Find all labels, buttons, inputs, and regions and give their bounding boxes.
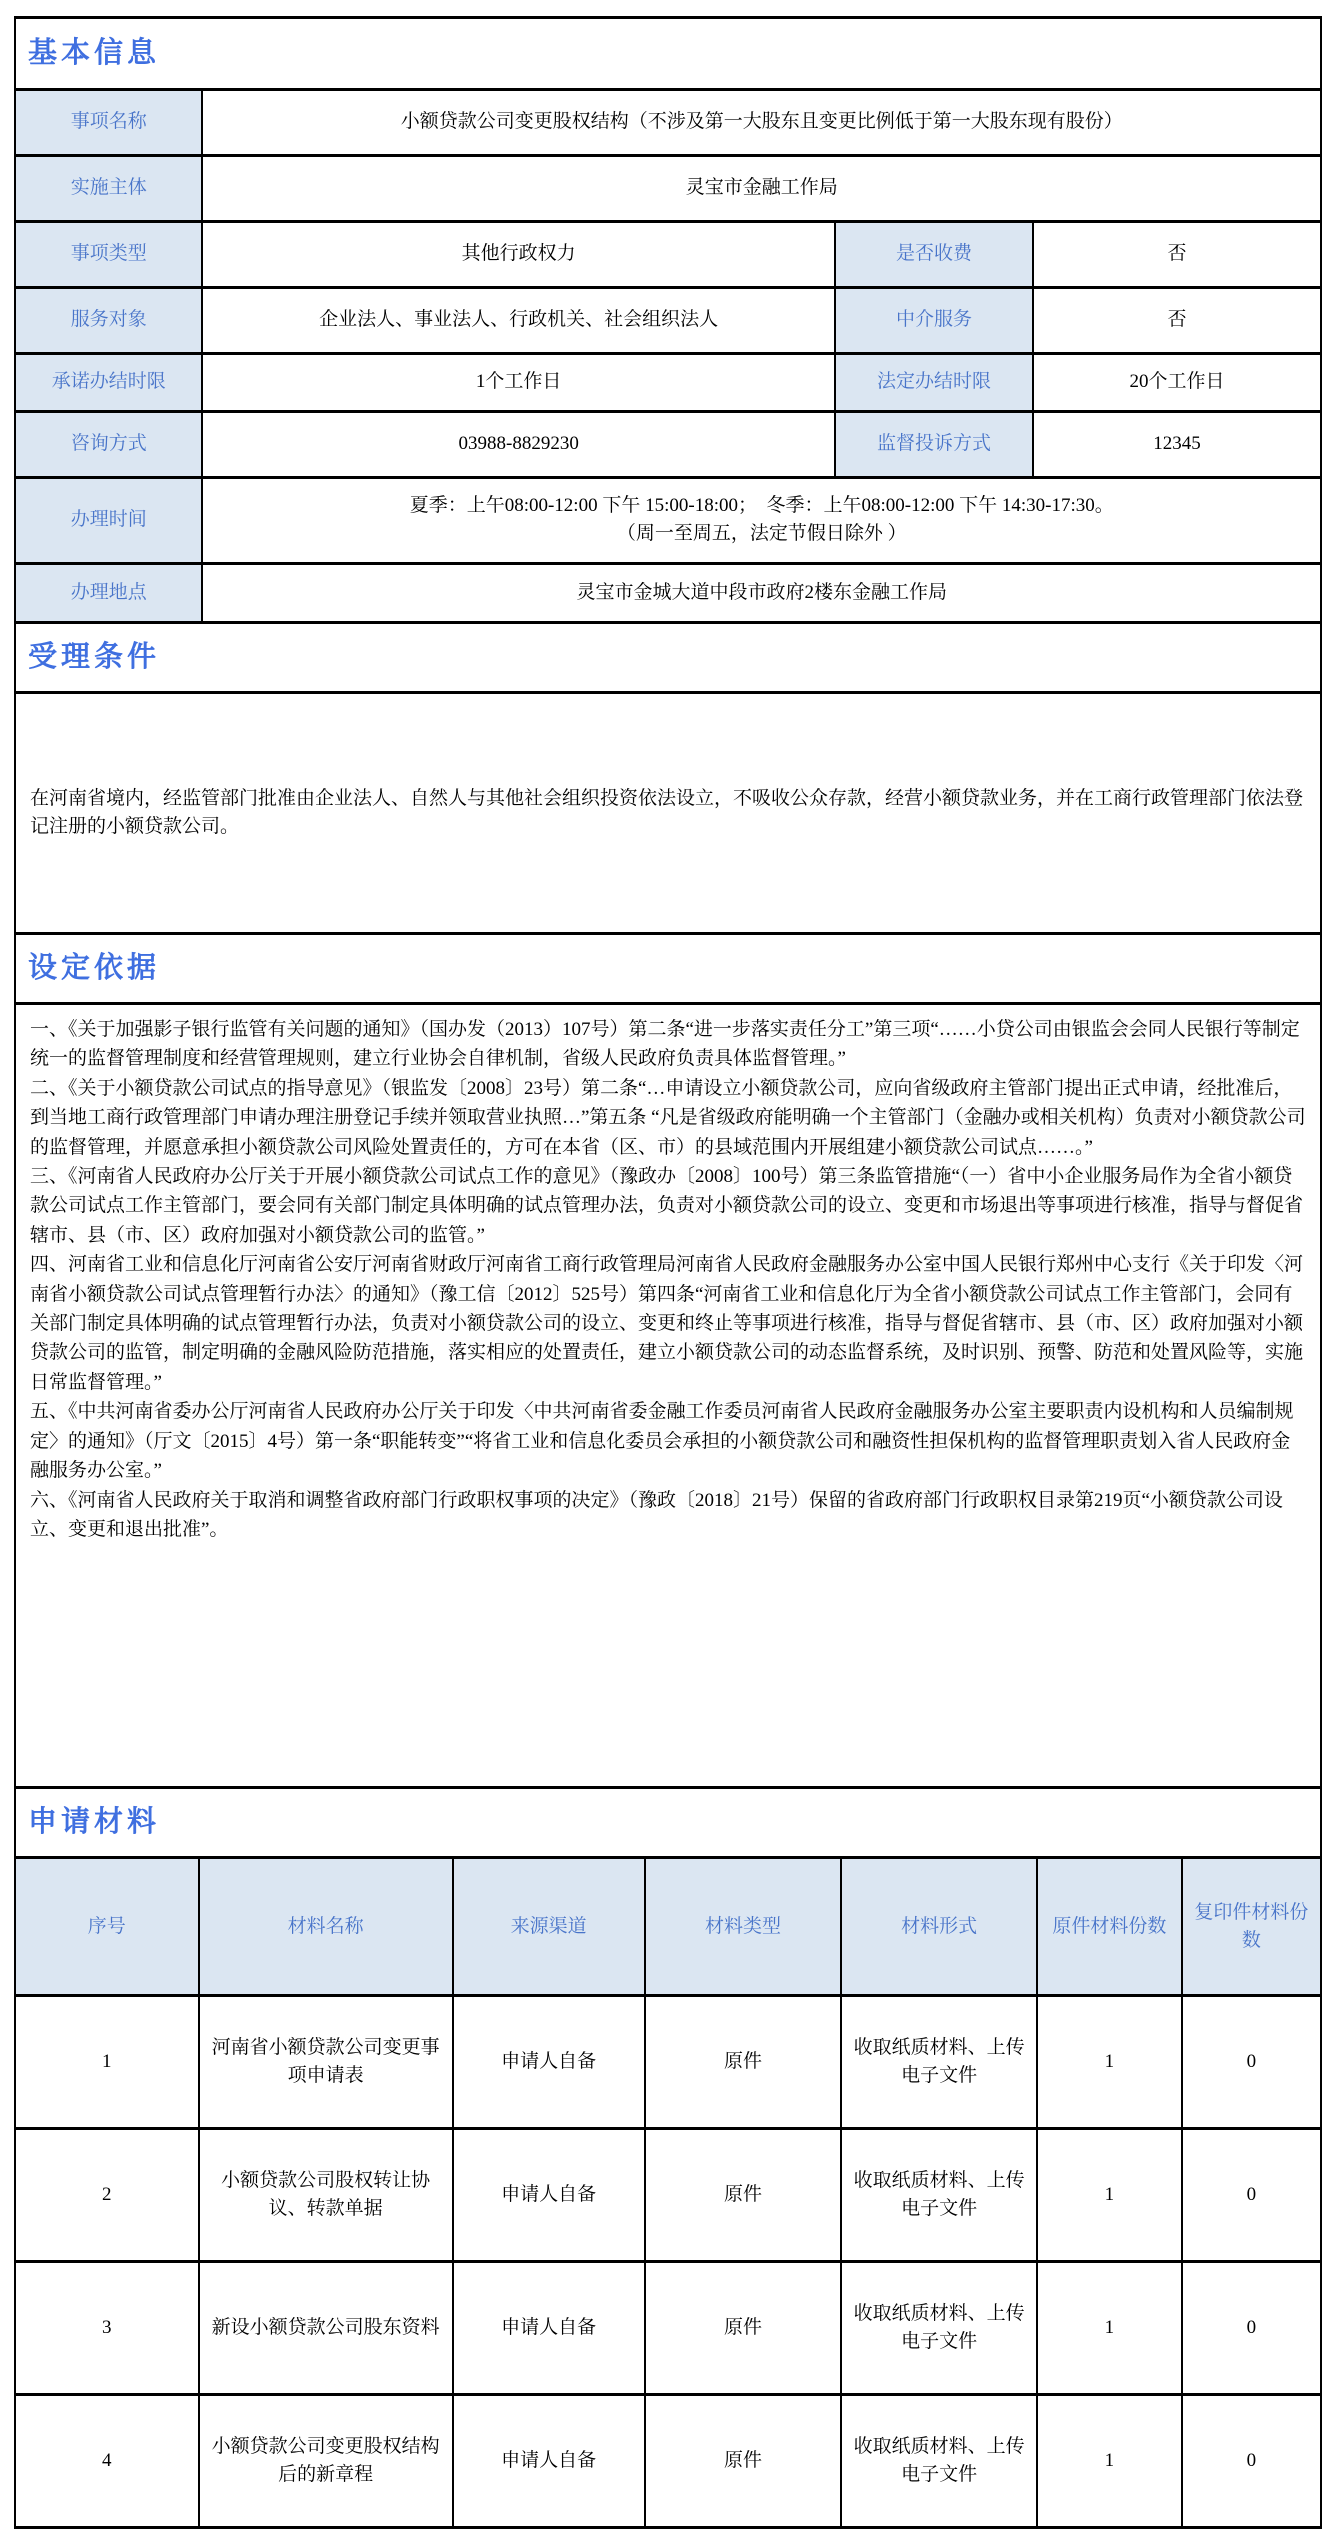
- service-item-page: [14, 16, 1322, 2529]
- basis-paragraph-5: 五、《中共河南省委办公厅河南省人民政府办公厅关于印发〈中共河南省委金融工作委员河南省人民政府金融服务办公室主要职责内设机构和人员编制规定〉的通知》（厅文〔2015〕4号）第一条“职能转变”“将省工业和信息化委员会承担的小额贷款公司和融资性担保机构的监督管理职责划入省人民政府金融服务办公室。”: [30, 1401, 1294, 1482]
- cell-material-form: 收取纸质材料、上传电子文件: [841, 2262, 1037, 2395]
- field-value-intermediary-service: 否: [1033, 287, 1320, 353]
- section-title-legal-basis: 设定依据: [16, 934, 1320, 1004]
- field-value-complaint-phone: 12345: [1033, 411, 1320, 477]
- field-label-item-type: 事项类型: [16, 221, 202, 287]
- cell-material-form: 收取纸质材料、上传电子文件: [841, 2395, 1037, 2527]
- cell-material-type: 原件: [645, 2262, 842, 2395]
- table-row: [16, 2129, 1320, 2262]
- table-row: [16, 1996, 1320, 2129]
- cell-photocopy-copies: 0: [1182, 1996, 1320, 2129]
- acceptance-conditions-table: [16, 621, 1320, 932]
- table-row: [16, 411, 1320, 477]
- cell-photocopy-copies: 0: [1182, 2129, 1320, 2262]
- cell-original-copies: 1: [1037, 2262, 1182, 2395]
- cell-material-form: 收取纸质材料、上传电子文件: [841, 1996, 1037, 2129]
- field-label-consultation-method: 咨询方式: [16, 411, 202, 477]
- cell-source-channel: 申请人自备: [453, 2129, 645, 2262]
- cell-seq: 2: [16, 2129, 199, 2262]
- legal-basis-text: [16, 1004, 1320, 1787]
- cell-source-channel: 申请人自备: [453, 1996, 645, 2129]
- field-label-office-hours: 办理时间: [16, 477, 202, 563]
- office-hours-line2: （周一至周五，法定节假日除外 ）: [616, 523, 907, 544]
- column-header-photocopy-copies: 复印件材料份数: [1182, 1858, 1320, 1996]
- basis-paragraph-2: 二、《关于小额贷款公司试点的指导意见》（银监发〔2008〕23号）第二条“…申请设立小额贷款公司，应向省级政府主管部门提出正式申请，经批准后，到当地工商行政管理部门申请办理注册登记手续并领取营业执照…”第五条 “凡是省级政府能明确一个主管部门（金融办或相关机构）负责对小额贷款公司的监督管理，并愿意承担小额贷款公司风险处置责任的，方可在本省（区、市）的县域范围内开展组建小额贷款公司试点……。”: [30, 1077, 1306, 1158]
- legal-basis-table: [16, 932, 1320, 1786]
- column-header-source-channel: 来源渠道: [453, 1858, 645, 1996]
- table-row: [16, 2395, 1320, 2527]
- table-row: [16, 287, 1320, 353]
- section-title-basic-info: 基本信息: [16, 19, 1320, 89]
- office-hours-line1: 夏季：上午08:00-12:00 下午 15:00-18:00； 冬季：上午08:00-12:00 下午 14:30-17:30。: [409, 495, 1114, 517]
- cell-original-copies: 1: [1037, 2395, 1182, 2527]
- application-materials-table: [16, 1786, 1320, 2526]
- cell-material-form: 收取纸质材料、上传电子文件: [841, 2129, 1037, 2262]
- section-title-acceptance-conditions: 受理条件: [16, 623, 1320, 693]
- table-row: [16, 693, 1320, 933]
- field-label-implementing-body: 实施主体: [16, 155, 202, 221]
- column-header-original-copies: 原件材料份数: [1037, 1858, 1182, 1996]
- cell-material-name: 新设小额贷款公司股东资料: [199, 2262, 453, 2395]
- basis-paragraph-1: 一、《关于加强影子银行监管有关问题的通知》（国办发（2013）107号）第二条“进一步落实责任分工”第三项“……小贷公司由银监会会同人民银行等制定统一的监督管理制度和经营管理规则，建立行业协会自律机制，省级人民政府负责具体监督管理。”: [30, 1019, 1300, 1070]
- cell-seq: 3: [16, 2262, 199, 2395]
- field-value-implementing-body: 灵宝市金融工作局: [202, 155, 1320, 221]
- column-header-material-type: 材料类型: [645, 1858, 842, 1996]
- section-header-row: [16, 19, 1320, 89]
- table-row: [16, 2262, 1320, 2395]
- cell-source-channel: 申请人自备: [453, 2395, 645, 2527]
- field-value-consultation-phone: 03988-8829230: [202, 411, 834, 477]
- column-header-material-form: 材料形式: [841, 1858, 1037, 1996]
- field-value-office-location: 灵宝市金城大道中段市政府2楼东金融工作局: [202, 563, 1320, 621]
- cell-seq: 4: [16, 2395, 199, 2527]
- field-label-statutory-time-limit: 法定办结时限: [835, 353, 1033, 411]
- table-row: [16, 155, 1320, 221]
- cell-original-copies: 1: [1037, 1996, 1182, 2129]
- section-title-application-materials: 申请材料: [16, 1788, 1320, 1858]
- cell-material-name: 小额贷款公司股权转让协议、转款单据: [199, 2129, 453, 2262]
- field-value-item-type: 其他行政权力: [202, 221, 834, 287]
- field-value-statutory-time-limit: 20个工作日: [1033, 353, 1320, 411]
- table-row: [16, 563, 1320, 621]
- table-row: [16, 1004, 1320, 1787]
- cell-seq: 1: [16, 1996, 199, 2129]
- field-value-item-name: 小额贷款公司变更股权结构（不涉及第一大股东且变更比例低于第一大股东现有股份）: [202, 89, 1320, 155]
- section-header-row: [16, 623, 1320, 693]
- cell-source-channel: 申请人自备: [453, 2262, 645, 2395]
- cell-photocopy-copies: 0: [1182, 2262, 1320, 2395]
- column-header-material-name: 材料名称: [199, 1858, 453, 1996]
- field-value-office-hours: [202, 477, 1320, 563]
- section-header-row: [16, 934, 1320, 1004]
- field-label-item-name: 事项名称: [16, 89, 202, 155]
- basis-paragraph-6: 六、《河南省人民政府关于取消和调整省政府部门行政职权事项的决定》（豫政〔2018〕21号）保留的省政府部门行政职权目录第219页“小额贷款公司设立、变更和退出批准”。: [30, 1489, 1283, 1540]
- basis-paragraph-4: 四、河南省工业和信息化厅河南省公安厅河南省财政厅河南省工商行政管理局河南省人民政府金融服务办公室中国人民银行郑州中心支行《关于印发〈河南省小额贷款公司试点管理暂行办法〉的通知》（豫工信〔2012〕525号）第四条“河南省工业和信息化厅为全省小额贷款公司试点工作主管部门，会同有关部门制定具体明确的试点管理暂行办法，负责对小额贷款公司的设立、变更和终止等事项进行核准，指导与督促省辖市、县（市、区）政府加强对小额贷款公司的监管，制定明确的金融风险防范措施，落实相应的处置责任，建立小额贷款公司的动态监督系统，及时识别、预警、防范和处置风险等，实施日常监督管理。”: [30, 1254, 1304, 1393]
- cell-photocopy-copies: 0: [1182, 2395, 1320, 2527]
- field-label-complaint-method: 监督投诉方式: [835, 411, 1033, 477]
- acceptance-conditions-text: 在河南省境内，经监管部门批准由企业法人、自然人与其他社会组织投资依法设立，不吸收公众存款，经营小额贷款业务，并在工商行政管理部门依法登记注册的小额贷款公司。: [16, 693, 1320, 933]
- table-row: [16, 477, 1320, 563]
- cell-material-type: 原件: [645, 2129, 842, 2262]
- field-label-office-location: 办理地点: [16, 563, 202, 621]
- field-value-promised-time-limit: 1个工作日: [202, 353, 834, 411]
- basis-paragraph-3: 三、《河南省人民政府办公厅关于开展小额贷款公司试点工作的意见》（豫政办〔2008〕100号）第三条监管措施“（一）省中小企业服务局作为全省小额贷款公司试点工作主管部门，要会同有关部门制定具体明确的试点管理办法，负责对小额贷款公司的设立、变更和市场退出等事项进行核准，指导与督促省辖市、县（市、区）政府加强对小额贷款公司的监管。”: [30, 1166, 1304, 1246]
- field-value-fee-charged: 否: [1033, 221, 1320, 287]
- materials-header-row: [16, 1858, 1320, 1996]
- cell-original-copies: 1: [1037, 2129, 1182, 2262]
- field-label-intermediary-service: 中介服务: [835, 287, 1033, 353]
- field-label-promised-time-limit: 承诺办结时限: [16, 353, 202, 411]
- column-header-seq: 序号: [16, 1858, 199, 1996]
- table-row: [16, 353, 1320, 411]
- table-row: [16, 89, 1320, 155]
- field-value-service-target: 企业法人、事业法人、行政机关、社会组织法人: [202, 287, 834, 353]
- field-label-service-target: 服务对象: [16, 287, 202, 353]
- cell-material-type: 原件: [645, 2395, 842, 2527]
- section-header-row: [16, 1788, 1320, 1858]
- cell-material-name: 河南省小额贷款公司变更事项申请表: [199, 1996, 453, 2129]
- cell-material-name: 小额贷款公司变更股权结构后的新章程: [199, 2395, 453, 2527]
- field-label-fee-charged: 是否收费: [835, 221, 1033, 287]
- cell-material-type: 原件: [645, 1996, 842, 2129]
- basic-info-table: [16, 19, 1320, 621]
- table-row: [16, 221, 1320, 287]
